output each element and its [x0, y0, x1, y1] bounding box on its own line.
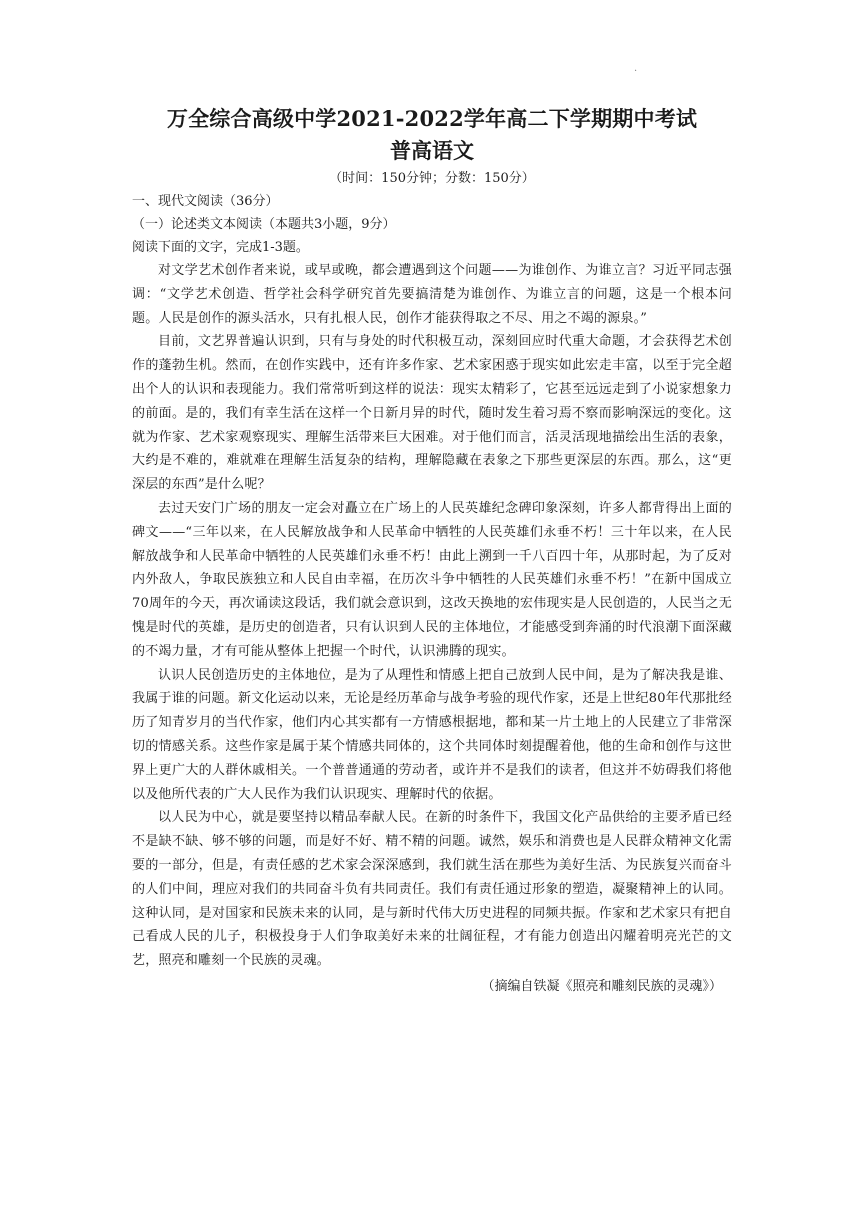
article-paragraph-5: 以人民为中心，就是要坚持以精品奉献人民。在新的时条件下，我国文化产品供给的主要矛盾已经不是缺不缺、够不够的问题，而是好不好、精不精的问题。诚然，娱乐和消费也是人民群众精神文化需要的一部分，但是，有责任感的艺术家会深深感到，我们就生活在那些为美好生活、为民族复兴而奋斗的人们中间，理应对我们的共同奋斗负有共同责任。我们有责任通过形象的塑造，凝聚精神上的认同。这种认同，是对国家和民族未来的认同，是与新时代伟大历史进程的同频共振。作家和艺术家只有把自己看成人民的儿子，积极投身于人们争取美好未来的壮阔征程，才有能力创造出闪耀着明亮光芒的文艺，照亮和雕刻一个民族的灵魂。	[132, 810, 732, 969]
section-heading: 一、现代文阅读（36分）	[132, 194, 279, 209]
article-paragraph-1: 对文学艺术创作者来说，或早或晚，都会遭遇到这个问题——为谁创作、为谁立言？习近平同志强调：“文学艺术创造、哲学社会科学研究首先要搞清楚为谁创作、为谁立言的问题，这是一个根本问题。人民是创作的源头活水，只有扎根人民，创作才能获得取之不尽、用之不竭的源泉。”	[132, 263, 732, 326]
page-mark: ·	[634, 66, 638, 77]
exam-title: 万全综合高级中学2021-2022学年高二下学期期中考试	[166, 106, 698, 131]
article-paragraph-4: 认识人民创造历史的主体地位，是为了从理性和情感上把自己放到人民中间，是为了解决我是谁、我属于谁的问题。新文化运动以来，无论是经历革命与战争考验的现代作家，还是上世纪80年代那批经历了知青岁月的当代作家，他们内心其实都有一方情感根据地，都和某一片土地上的人民建立了非常深切的情感关系。这些作家是属于某个情感共同体的，这个共同体时刻提醒着他，他的生命和创作与这世界上更广大的人群休戚相关。一个普普通通的劳动者，或许并不是我们的读者，但这并不妨碍我们将他以及他所代表的广大人民作为我们认识现实、理解时代的依据。	[132, 667, 732, 802]
article-paragraph-3: 去过天安门广场的朋友一定会对矗立在广场上的人民英雄纪念碑印象深刻，许多人都背得出上面的碑文——“三年以来，在人民解放战争和人民革命中牺牲的人民英雄们永垂不朽！三十年以来，在人民解放战争和人民革命中牺牲的人民英雄们永垂不朽！由此上溯到一千八百四十年，从那时起，为了反对内外敌人，争取民族独立和人民自由幸福，在历次斗争中牺牲的人民英雄们永垂不朽！”在新中国成立70周年的今天，再次诵读这段话，我们就会意识到，这改天换地的宏伟现实是人民创造的，人民当之无愧是时代的英雄，是历史的创造者，只有认识到人民的主体地位，才能感受到奔涌的时代浪潮下面深藏的不竭力量，才有可能从整体上把握一个时代，认识沸腾的现实。	[132, 500, 732, 659]
exam-meta: （时间：150分钟；分数：150分）	[329, 171, 535, 186]
reading-instruction: 阅读下面的文字，完成1-3题。	[132, 240, 309, 255]
article-source: （摘编自铁凝《照亮和雕刻民族的灵魂》）	[481, 978, 722, 994]
article-paragraph-2: 目前，文艺界普遍认识到，只有与身处的时代积极互动，深刻回应时代重大命题，才会获得艺术创作的蓬勃生机。然而，在创作实践中，还有许多作家、艺术家困惑于现实如此宏走丰富，以至于完全超出个人的认识和表现能力。我们常常听到这样的说法：现实太精彩了，它甚至远远走到了小说家想象力的前面。是的，我们有幸生活在这样一个日新月异的时代，随时发生着习焉不察而影响深远的变化。这就为作家、艺术家观察现实、理解生活带来巨大困难。对于他们而言，活灵活现地描绘出生活的表象，大约是不难的，难就难在理解生活复杂的结构，理解隐藏在表象之下那些更深层的东西。那么，这“更深层的东西”是什么呢？	[132, 334, 732, 493]
exam-page	[132, 104, 732, 999]
exam-subject: 普高语文	[390, 138, 474, 163]
section-subheading: （一）论述类文本阅读（本题共3小题，9分）	[132, 217, 396, 232]
article-body	[132, 259, 732, 973]
